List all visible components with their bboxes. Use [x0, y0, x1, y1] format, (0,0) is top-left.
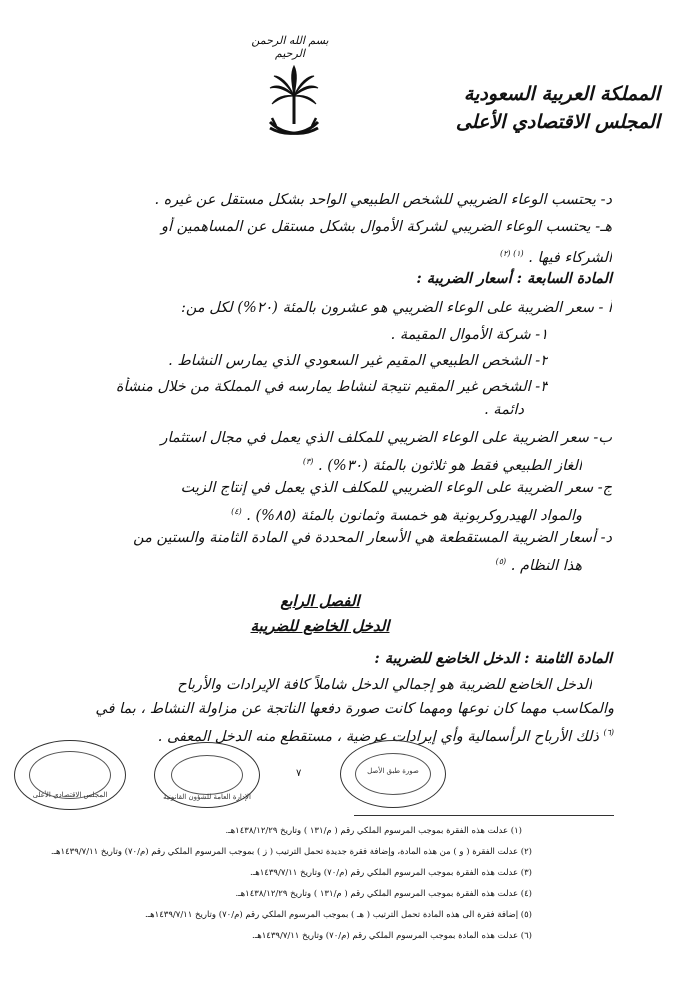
footnote-ref: (٥): [495, 557, 507, 566]
article-7-a-item-3: ٣- الشخص غير المقيم نتيجة لنشاط يمارسه في المملكة من خلال منشأة: [115, 379, 548, 395]
article-7-c-line2: [72, 502, 582, 526]
kingdom-name: المملكة العربية السعودية: [463, 83, 660, 105]
footnote-6: (٦) عدلت هذه المادة بموجب المرسوم الملكي رقم (م/٧٠) وتاريخ ١٤٣٩/٧/١١هـ.: [252, 931, 532, 941]
footnote-ref: (٣): [302, 457, 314, 466]
article-7-d-line1: د- أسعار الضريبة المستقطعة هي الأسعار المحددة في المادة الثامنة والستين من: [133, 530, 612, 546]
article-7-title: المادة السابعة : أسعار الضريبة :: [416, 270, 612, 287]
basmala: بسم الله الرحمن الرحيم: [251, 34, 329, 60]
article-8-line1: الدخل الخاضع للضريبة هو إجمالي الدخل شاملاً كافة الإيرادات والأرباح: [177, 677, 592, 693]
letterhead: [420, 80, 660, 136]
seal-text: صورة طبق الأصل: [367, 767, 419, 775]
footnote-divider: [354, 815, 614, 816]
clause-h-line1: هـ- يحتسب الوعاء الضريبي لشركة الأموال بشكل مستقل عن المساهمين أو: [160, 219, 612, 235]
article-7-d-text: هذا النظام .: [510, 557, 582, 574]
true-copy-seal: [340, 740, 446, 808]
seal-text: المجلس الاقتصادي الأعلى: [32, 791, 108, 799]
footnote-3: (٣) عدلت هذه الفقرة بموجب المرسوم الملكي رقم (م/٧٠) وتاريخ ١٤٣٩/٧/١١هـ.: [250, 868, 532, 878]
article-7-c-text: والمواد الهيدروكربونية هو خمسة وثمانون بالمئة (٨٥%) .: [246, 507, 582, 524]
footnote-ref: (٦): [603, 728, 614, 737]
council-seal: [14, 740, 126, 810]
article-8-line3: [64, 723, 614, 747]
article-7-a-item-2: ٢- الشخص الطبيعي المقيم غير السعودي الذي يمارس النشاط .: [168, 353, 548, 369]
saudi-palm-swords-emblem-icon: [266, 62, 322, 148]
clause-h-text: الشركاء فيها .: [528, 249, 612, 266]
council-name: المجلس الاقتصادي الأعلى: [455, 111, 660, 133]
legal-affairs-seal: [154, 742, 260, 808]
footnote-1: (١) عدلت هذه الفقرة بموجب المرسوم الملكي رقم ( م/١٣١ ) وتاريخ ١٤٣٨/١٢/٢٩هـ.: [225, 826, 522, 836]
article-7-a-item-3-cont: دائمة .: [484, 402, 524, 418]
footnote-ref: (١) (٢): [499, 249, 524, 258]
clause-d: د- يحتسب الوعاء الضريبي للشخص الطبيعي الواحد بشكل مستقل عن غيره .: [154, 192, 612, 208]
article-7-b-line2: [72, 452, 582, 476]
chapter-heading: الفصل الرابع: [280, 592, 360, 610]
seal-text: الإدارة العامة للشؤون القانونية: [163, 793, 251, 801]
article-7-b-text: الغاز الطبيعي فقط هو ثلاثون بالمئة (٣٠%) .: [317, 457, 582, 474]
article-8-text: ذلك الأرباح الرأسمالية وأي إيرادات عرضية ، مستقطع منه الدخل المعفى .: [157, 728, 599, 745]
article-7-d-line2: [72, 552, 582, 576]
article-7-c-line1: ج- سعر الضريبة على الوعاء الضريبي للمكلف الذي يعمل في إنتاج الزيت: [180, 480, 612, 496]
footnote-4: (٤) عدلت هذه الفقرة بموجب المرسوم الملكي رقم ( م/١٣١ ) وتاريخ ١٤٣٨/١٢/٢٩هـ.: [235, 889, 532, 899]
article-7-a-item-1: ١- شركة الأموال المقيمة .: [390, 327, 548, 343]
footnote-ref: (٤): [231, 507, 242, 516]
article-8-title: المادة الثامنة : الدخل الخاضع للضريبة :: [374, 650, 612, 667]
article-7-a: أ - سعر الضريبة على الوعاء الضريبي هو عشرون بالمئة (٢٠%) لكل من:: [180, 300, 612, 316]
clause-h-line2: [72, 244, 612, 268]
article-8-line2: والمكاسب مهما كان نوعها ومهما كانت صورة دفعها الناتجة عن مزاولة النشاط ، بما في: [95, 701, 614, 717]
footnote-2: (٢) عدلت الفقرة ( و ) من هذه المادة، وإضافة فقرة جديدة تحمل الترتيب ( ز ) بموجب المرسوم الملكي رقم (م/٧٠) وتاريخ ١٤٣٩/٧/١١هـ.: [50, 847, 532, 857]
article-7-b-line1: ب- سعر الضريبة على الوعاء الضريبي للمكلف الذي يعمل في مجال استثمار: [160, 430, 612, 446]
footnote-5: (٥) إضافة فقرة الى هذه المادة تحمل الترتيب ( هـ ) بموجب المرسوم الملكي رقم (م/٧٠) وتاريخ ١٤٣٩/٧/١١هـ.: [144, 910, 532, 920]
page-number: ٧: [296, 768, 302, 779]
chapter-subheading: الدخل الخاضع للضريبة: [250, 617, 390, 635]
